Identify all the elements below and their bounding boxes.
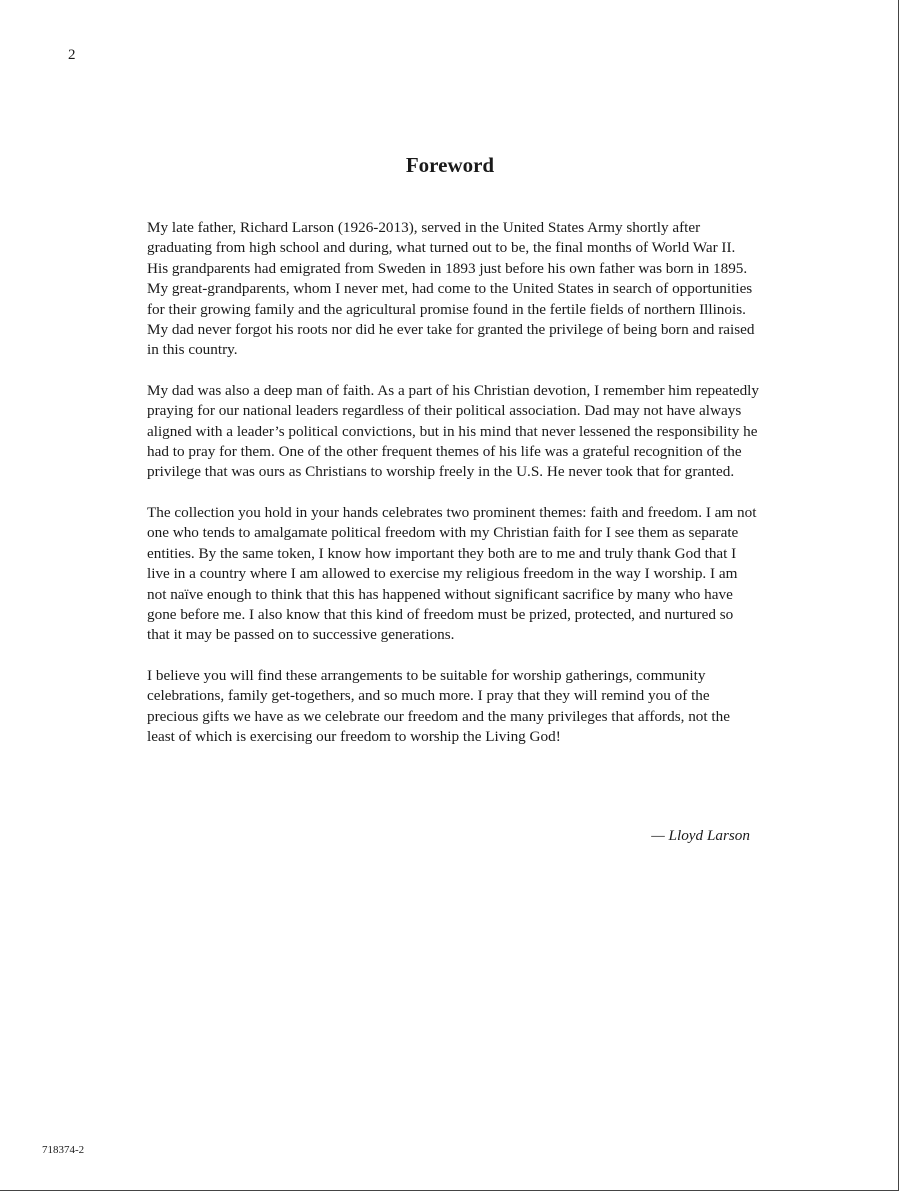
paragraph-2: My dad was also a deep man of faith. As a part of his Christian devotion, I remember him repeatedly praying for our national leaders regardless of their political association. Dad may not have always aligned with a leader’s political convictions, but in his mind that never lessened the responsibility he had to pray for them. One of the other frequent themes of his life was a grateful recognition of the privilege that was ours as Christians to worship freely in the U.S. He never took that for granted. xyxy=(147,381,759,481)
paragraph-1: My late father, Richard Larson (1926-2013), served in the United States Army shortly after graduating from high school and during, what turned out to be, the final months of World War II. His grandparents had emigrated from Sweden in 1893 just before his own father was born in 1895. My great-grandparents, whom I never met, had come to the United States in search of opportunities for their growing family and the agricultural promise found in the fertile fields of northern Illinois. My dad never forgot his roots nor did he ever take for granted the privilege of being born and raised in this country. xyxy=(147,219,755,359)
author-signature: — Lloyd Larson xyxy=(651,827,750,844)
foreword-body xyxy=(147,218,759,767)
paragraph-3: The collection you hold in your hands celebrates two prominent themes: faith and freedom. I am not one who tends to amalgamate political freedom with my Christian faith for I see them as separate entities. By the same token, I know how important they both are to me and truly thank God that I live in a country where I am allowed to exercise my religious freedom in the way I worship. I am not naïve enough to think that this has happened without significant sacrifice by many who have gone before me. I also know that this kind of freedom must be prized, protected, and nurtured so that it may be passed on to successive generations. xyxy=(147,503,757,644)
page-number: 2 xyxy=(68,47,76,63)
catalog-number: 718374-2 xyxy=(42,1144,85,1156)
paragraph-4: I believe you will find these arrangements to be suitable for worship gatherings, community celebrations, family get-togethers, and so much more. I pray that they will remind you of the precious gifts we have as we celebrate our freedom and the many privileges that affords, not the least of which is exercising our freedom to worship the Living God! xyxy=(147,666,730,745)
page-title: Foreword xyxy=(405,153,495,177)
